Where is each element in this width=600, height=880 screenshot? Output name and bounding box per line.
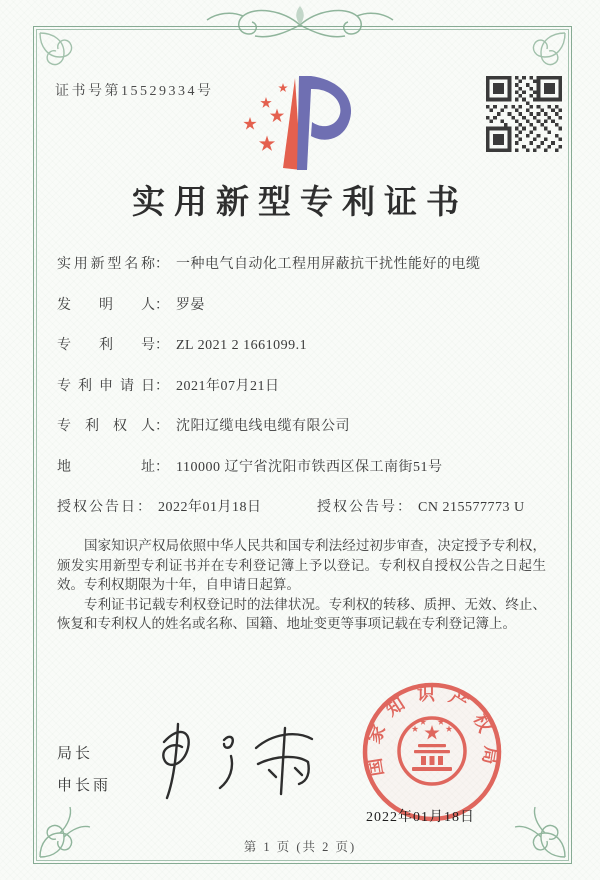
field-value: 沈阳辽缆电线电缆有限公司 (176, 419, 350, 434)
field-row-inventor (57, 294, 547, 318)
top-flourish-ornament (195, 2, 405, 48)
field-label: 专利权人 (57, 419, 155, 434)
qr-code (486, 76, 562, 152)
colon: ： (155, 297, 169, 313)
field-label: 发明人 (57, 297, 155, 313)
legal-paragraph-2: 专利证书记载专利权登记时的法律状况。专利权的转移、质押、无效、终止、恢复和专利权人的姓名或名称、国籍、地址变更等事项记载在专利登记簿上。 (57, 596, 546, 631)
seal-ring-text: 国家知识产权局 (362, 683, 502, 778)
field-label: 专利申请日 (57, 378, 155, 394)
field-list (57, 253, 547, 537)
field-label: 专利号 (57, 338, 155, 353)
colon: ： (155, 419, 169, 434)
field-row-grant (57, 496, 547, 520)
grant-no-value: CN 215577773 U (418, 500, 525, 515)
grant-date-label: 授权公告日 (57, 500, 137, 515)
field-value: 一种电气自动化工程用屏蔽抗干扰性能好的电缆 (176, 257, 481, 272)
field-row-patent-no (57, 334, 547, 358)
field-row-address (57, 456, 547, 480)
certificate-number: 证书号第15529334号 (55, 84, 214, 99)
colon: ： (137, 500, 151, 515)
field-label: 地址 (57, 459, 155, 475)
colon: ： (397, 500, 411, 515)
signer-role: 局长 (57, 746, 94, 762)
colon: ： (155, 257, 169, 272)
field-value: ZL 2021 2 1661099.1 (176, 338, 308, 353)
legal-paragraph-1: 国家知识产权局依照中华人民共和国专利法经过初步审查，决定授予专利权，颁发实用新型专利证书并在专利登记簿上予以登记。专利权自授权公告之日起生效。专利权期限为十年，自申请日起算。 (57, 538, 546, 592)
grant-no-label: 授权公告号 (317, 500, 397, 515)
field-row-name (57, 253, 547, 277)
colon: ： (155, 378, 169, 394)
colon: ： (155, 338, 169, 353)
grant-date-value: 2022年01月18日 (158, 500, 262, 515)
colon: ： (155, 459, 169, 475)
certificate-title: 实用新型专利证书 (132, 185, 468, 221)
signer-name: 申长雨 (57, 778, 112, 794)
field-value: 罗晏 (176, 297, 205, 313)
field-row-filing-date (57, 375, 547, 399)
field-value: 2021年07月21日 (176, 378, 280, 394)
page-footer: 第 1 页 (共 2 页) (243, 840, 357, 854)
field-label: 实用新型名称 (57, 257, 155, 272)
legal-text (57, 536, 546, 634)
field-row-patentee (57, 415, 547, 439)
official-seal (357, 677, 507, 827)
handwritten-signature (138, 718, 328, 810)
field-value: 110000 辽宁省沈阳市铁西区保工南街51号 (176, 459, 443, 475)
corner-flourish-icon (36, 29, 94, 87)
seal-date: 2022年01月18日 (366, 810, 475, 825)
cnipa-logo-icon (233, 72, 365, 176)
signature-block (57, 742, 111, 806)
